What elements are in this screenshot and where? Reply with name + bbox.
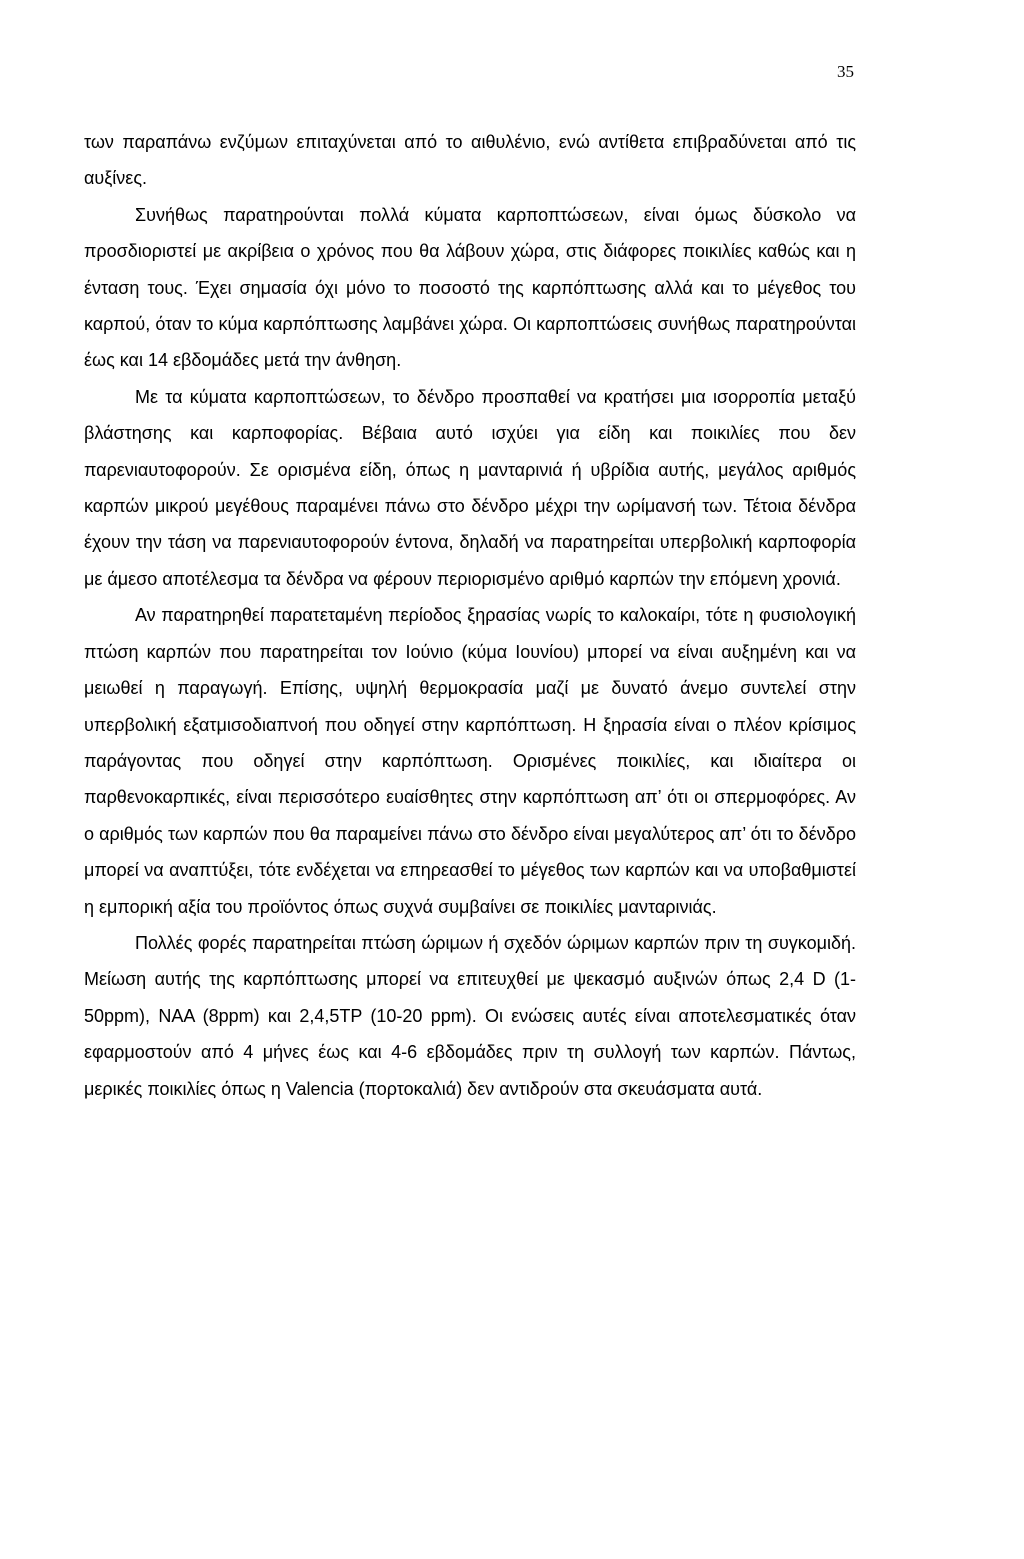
paragraph-preharvest-drop: Πολλές φορές παρατηρείται πτώση ώριμων ή σχεδόν ώριμων καρπών πριν τη συγκομιδή. Μείωση αυτής της καρπόπτωσης μπορεί να επιτευχθεί με ψεκασμό αυξινών όπως 2,4 D (1-50ppm), ΝΑΑ (8ppm) και 2,4,5ΤΡ (10-20 ppm). Οι ενώσεις αυτές είναι αποτελεσματικές όταν εφαρμοστούν από 4 μήνες έως και 4-6 εβδομάδες πριν τη συλλογή των καρπών. Πάντως, μερικές ποικιλίες όπως η Valencia (πορτοκαλιά) δεν αντιδρούν στα σκευάσματα αυτά. [84, 932, 856, 1099]
paragraph-growth-balance: Με τα κύματα καρποπτώσεων, το δένδρο προσπαθεί να κρατήσει μια ισορροπία μεταξύ βλάστησης και καρποφορίας. Βέβαια αυτό ισχύει για είδη και ποικιλίες που δεν παρενιαυτοφορούν. Σε ορισμένα είδη, όπως η μανταρινιά ή υβρίδια αυτής, μεγάλος αριθμός καρπών μικρού μεγέθους παραμένει πάνω στο δένδρο μέχρι την ωρίμανσή των. Τέτοια δένδρα έχουν την τάση να παρενιαυτοφορούν έντονα, δηλαδή να παρατηρείται υπερβολική καρποφορία με άμεσο αποτέλεσμα τα δένδρα να φέρουν περιορισμένο αριθμό καρπών την επόμενη χρονιά. [84, 386, 856, 589]
paragraph-fruit-drop-waves: Συνήθως παρατηρούνται πολλά κύματα καρποπτώσεων, είναι όμως δύσκολο να προσδιοριστεί με ακρίβεια ο χρόνος που θα λάβουν χώρα, στις διάφορες ποικιλίες καθώς και η ένταση τους. Έχει σημασία όχι μόνο το ποσοστό της καρπόπτωσης αλλά και το μέγεθος του καρπού, όταν το κύμα καρπόπτωσης λαμβάνει χώρα. Οι καρποπτώσεις συνήθως παρατηρούνται έως και 14 εβδομάδες μετά την άνθηση. [84, 204, 856, 371]
paragraph-continuation: των παραπάνω ενζύμων επιταχύνεται από το αιθυλένιο, ενώ αντίθετα επιβραδύνεται από τις αυξίνες. [84, 132, 856, 189]
paragraph-drought: Αν παρατηρηθεί παρατεταμένη περίοδος ξηρασίας νωρίς το καλοκαίρι, τότε η φυσιολογική πτώση καρπών που παρατηρείται τον Ιούνιο (κύμα Ιουνίου) μπορεί να είναι αυξημένη και να μειωθεί η παραγωγή. Επίσης, υψηλή θερμοκρασία μαζί με δυνατό άνεμο συντελεί στην υπερβολική εξατμισοδιαπνοή που οδηγεί στην καρπόπτωση. Η ξηρασία είναι ο πλέον κρίσιμος παράγοντας που οδηγεί στην καρπόπτωση. Ορισμένες ποικιλίες, και ιδιαίτερα οι παρθενοκαρπικές, είναι περισσότερο ευαίσθητες στην καρπόπτωση απ’ ότι οι σπερμοφόρες. Αν ο αριθμός των καρπών που θα παραμείνει πάνω στο δένδρο είναι μεγαλύτερος απ’ ότι το δένδρο μπορεί να αναπτύξει, τότε ενδέχεται να επηρεασθεί το μέγεθος των καρπών και να υποβαθμιστεί η εμπορική αξία του προϊόντος όπως συχνά συμβαίνει σε ποικιλίες μανταρινιάς. [84, 605, 856, 917]
document-body [84, 124, 856, 1107]
page-number: 35 [837, 62, 854, 81]
